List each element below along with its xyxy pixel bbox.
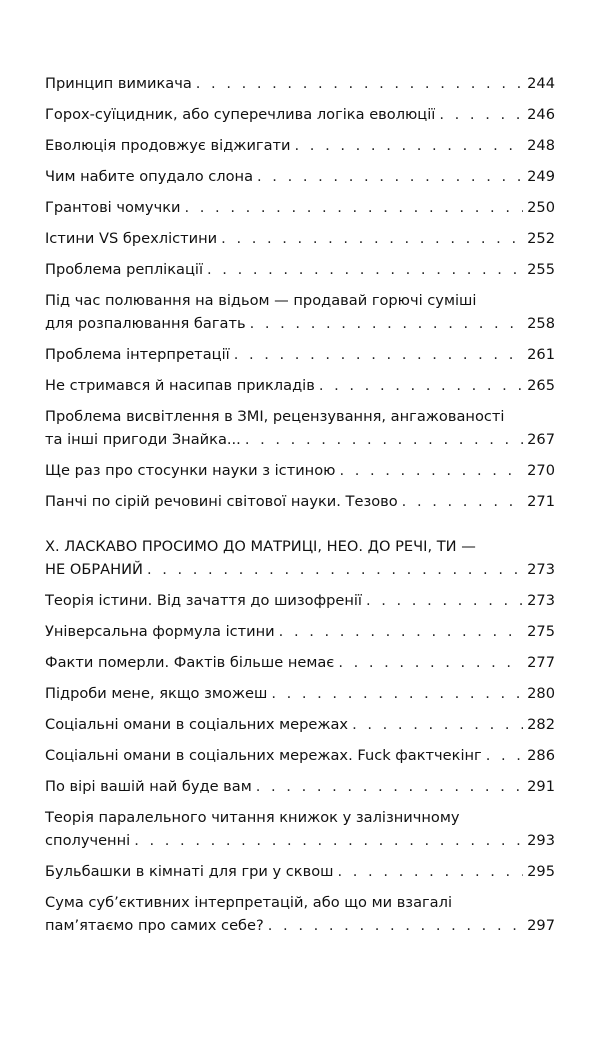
toc-entry-leader-line [45, 775, 555, 798]
toc-chapter-heading [45, 535, 555, 581]
toc-entry [45, 227, 555, 250]
toc-entry-title: Істини VS брехлістини [45, 230, 218, 247]
toc-entry-title: Грантові чомучки [45, 199, 181, 216]
dot-leader [295, 134, 524, 157]
toc-entry-leader-line [45, 428, 555, 451]
toc-entry-leader-line [45, 227, 555, 250]
toc-entry [45, 651, 555, 674]
toc-entry-title-line: X. ЛАСКАВО ПРОСИМО ДО МАТРИЦІ, НЕО. ДО РЕЧІ, ТИ — [45, 538, 476, 555]
toc-entry-title: НЕ ОБРАНИЙ [45, 561, 143, 578]
dot-leader [486, 744, 523, 767]
toc-entry [45, 103, 555, 126]
toc-entry-title: та інші пригоди Знайка... [45, 431, 241, 448]
toc-entry [45, 713, 555, 736]
toc-entry-title: Підроби мене, якщо зможеш [45, 685, 268, 702]
toc-entry-leader-line [45, 312, 555, 335]
toc-entry-title: Теорія істини. Від зачаття до шизофренії [45, 592, 362, 609]
toc-entry-leader-line [45, 829, 555, 852]
toc-entry-title: Еволюція продовжує віджигати [45, 137, 291, 154]
dot-leader [319, 374, 523, 397]
dot-leader [185, 196, 524, 219]
toc-entry-title: Проблема інтерпретації [45, 346, 230, 363]
dot-leader [279, 620, 523, 643]
toc-entry-title: сполученні [45, 832, 131, 849]
dot-leader [245, 428, 523, 451]
toc-entry-title: для розпалювання багать [45, 315, 246, 332]
dot-leader [134, 829, 523, 852]
toc-entry-page-number: 244 [527, 75, 555, 92]
toc-entry-leader-line [45, 374, 555, 397]
dot-leader [234, 343, 523, 366]
dot-leader [339, 459, 523, 482]
toc-entry [45, 165, 555, 188]
toc-entry-page-number: 286 [527, 747, 555, 764]
toc-entry [45, 490, 555, 513]
dot-leader [402, 490, 523, 513]
toc-entry [45, 775, 555, 798]
toc-entry [45, 134, 555, 157]
toc-entry-page-number: 258 [527, 315, 555, 332]
toc-entry-title-line: Теорія паралельного читання книжок у залізничному [45, 809, 460, 826]
toc-entry-page-number: 273 [527, 592, 555, 609]
dot-leader [268, 914, 523, 937]
toc-entry-leader-line [45, 860, 555, 883]
toc-entry [45, 806, 555, 852]
toc-entry-leader-line [45, 651, 555, 674]
toc-entry-page-number: 249 [527, 168, 555, 185]
toc-entry-page-number: 265 [527, 377, 555, 394]
toc-entry-leader-line [45, 914, 555, 937]
toc-entry-page-number: 261 [527, 346, 555, 363]
toc-entry-title: Чим набите опудало слона [45, 168, 254, 185]
toc-entry-title: Соціальні омани в соціальних мережах. Fuck фактчекінг [45, 747, 482, 764]
toc-entry [45, 289, 555, 335]
toc-entry-page-number: 275 [527, 623, 555, 640]
toc-entry-leader-line [45, 134, 555, 157]
toc-entry-page-number: 297 [527, 917, 555, 934]
toc-entry-leader-line [45, 744, 555, 767]
toc-entry-leader-line [45, 620, 555, 643]
toc-entry-title-line: Проблема висвітлення в ЗМІ, рецензування, ангажованості [45, 408, 505, 425]
toc-entry [45, 258, 555, 281]
toc-entry-leader-line [45, 196, 555, 219]
toc-entry [45, 589, 555, 612]
toc-entry-title-line: Сума суб’єктивних інтерпретацій, або що ми взагалі [45, 894, 453, 911]
toc-entry-page-number: 255 [527, 261, 555, 278]
toc-entry [45, 459, 555, 482]
toc-entry-leader-line [45, 165, 555, 188]
dot-leader [250, 312, 524, 335]
toc-entry-page-number: 250 [527, 199, 555, 216]
dot-leader [352, 713, 523, 736]
toc-entry [45, 405, 555, 451]
toc-entry-page-number: 280 [527, 685, 555, 702]
dot-leader [271, 682, 523, 705]
dot-leader [338, 860, 524, 883]
section-gap [45, 521, 555, 535]
toc-entry-page-number: 291 [527, 778, 555, 795]
toc-entry-leader-line [45, 459, 555, 482]
dot-leader [147, 558, 523, 581]
table-of-contents [45, 72, 555, 945]
toc-entry-page-number: 282 [527, 716, 555, 733]
toc-entry [45, 682, 555, 705]
toc-entry-title: Панчі по сірій речовині світової науки. Тезово [45, 493, 398, 510]
toc-entry-leader-line [45, 72, 555, 95]
dot-leader [257, 165, 523, 188]
toc-entry [45, 374, 555, 397]
dot-leader [366, 589, 523, 612]
toc-entry-title: Принцип вимикача [45, 75, 192, 92]
toc-entry-title: Проблема реплікації [45, 261, 204, 278]
toc-entry-leader-line [45, 490, 555, 513]
toc-entry-title: Бульбашки в кімнаті для гри у сквош [45, 863, 334, 880]
toc-entry [45, 196, 555, 219]
toc-entry-page-number: 270 [527, 462, 555, 479]
toc-entry-page-number: 267 [527, 431, 555, 448]
toc-entry-title: Не стримався й насипав прикладів [45, 377, 315, 394]
toc-entry-page-number: 295 [527, 863, 555, 880]
toc-entry-page-number: 273 [527, 561, 555, 578]
dot-leader [439, 103, 523, 126]
toc-entry [45, 860, 555, 883]
toc-entry-title: Соціальні омани в соціальних мережах [45, 716, 349, 733]
toc-entry [45, 343, 555, 366]
dot-leader [196, 72, 523, 95]
dot-leader [256, 775, 523, 798]
toc-entry-page-number: 277 [527, 654, 555, 671]
toc-entry-page-number: 293 [527, 832, 555, 849]
toc-entry-leader-line [45, 103, 555, 126]
toc-entry-leader-line [45, 258, 555, 281]
toc-entry-title: По вірі вашій най буде вам [45, 778, 252, 795]
dot-leader [207, 258, 523, 281]
dot-leader [338, 651, 523, 674]
toc-entry [45, 744, 555, 767]
toc-entry-page-number: 271 [527, 493, 555, 510]
toc-entry-page-number: 246 [527, 106, 555, 123]
toc-entry-title: Горох-суїцидник, або суперечлива логіка еволюції [45, 106, 436, 123]
toc-entry-leader-line [45, 713, 555, 736]
toc-entry-leader-line [45, 558, 555, 581]
toc-entry [45, 620, 555, 643]
toc-entry-page-number: 248 [527, 137, 555, 154]
toc-entry-leader-line [45, 682, 555, 705]
dot-leader [221, 227, 523, 250]
toc-entry-leader-line [45, 589, 555, 612]
toc-entry-title: Факти померли. Фактів більше немає [45, 654, 335, 671]
toc-entry [45, 72, 555, 95]
toc-entry-title: Ще раз про стосунки науки з істиною [45, 462, 336, 479]
toc-entry-title: Універсальна формула істини [45, 623, 275, 640]
toc-entry-title: пам’ятаємо про самих себе? [45, 917, 264, 934]
toc-entry [45, 891, 555, 937]
toc-entry-leader-line [45, 343, 555, 366]
toc-entry-title-line: Під час полювання на відьом — продавай горючі суміші [45, 292, 477, 309]
toc-entry-page-number: 252 [527, 230, 555, 247]
